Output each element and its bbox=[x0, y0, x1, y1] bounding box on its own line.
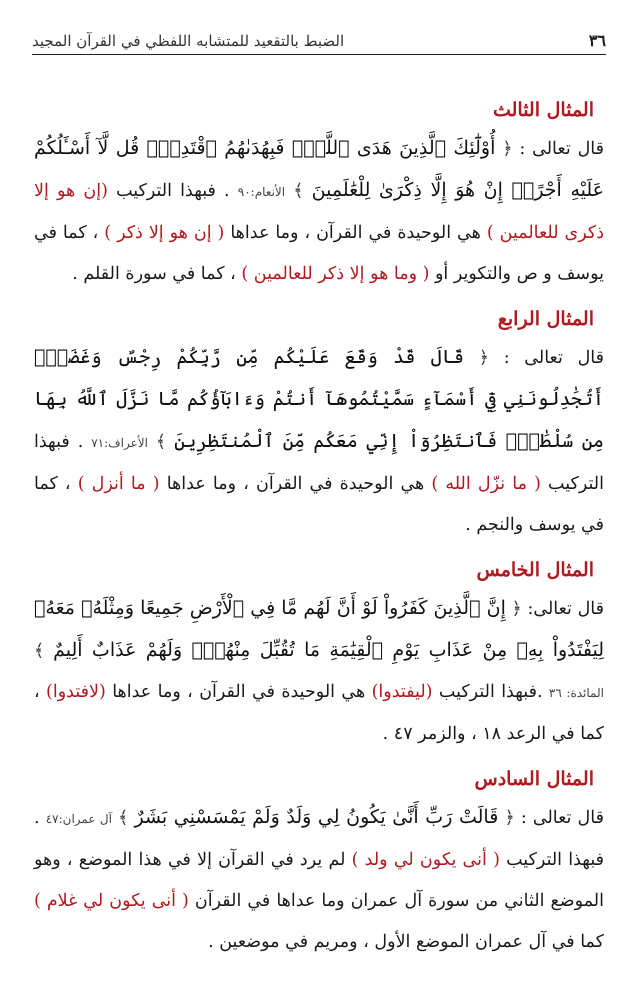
section-title-fourth-example: المثال الرابع bbox=[497, 308, 594, 330]
ornate-bracket-open-icon: ﴿ bbox=[502, 139, 513, 159]
commentary-text: . فبهذا التركيب bbox=[34, 432, 604, 494]
ornate-bracket-close-icon: ﴾ bbox=[34, 641, 45, 661]
section-title-third-example: المثال الثالث bbox=[492, 99, 594, 121]
verse-intro: قال تعالى : bbox=[503, 348, 604, 368]
page-number: ٣٦ bbox=[588, 31, 606, 50]
highlighted-phrase: (ليفتدوا) bbox=[371, 682, 433, 702]
ornate-bracket-open-icon: ﴿ bbox=[504, 808, 515, 828]
highlighted-phrase: (لافتدوا) bbox=[46, 682, 106, 702]
example-paragraph bbox=[34, 588, 604, 755]
commentary-text: ، كما في يوسف والنجم . bbox=[34, 474, 604, 535]
quran-verse: أُوْلَٰٓئِكَ ٱلَّذِينَ هَدَى ٱللَّهُۖ فَبِهُدَىٰهُمُ ٱقْتَدِهْۗ قُل لَّآ أَسْـَٔلُكُمْ عَلَيْهِ أَجْرًاۖ إِنْ هُوَ إِلَّا ذِكْرَىٰ لِلْعَٰلَمِينَ bbox=[34, 137, 604, 201]
ornate-bracket-close-icon: ﴾ bbox=[155, 432, 167, 452]
running-title: الضبط بالتقعيد للمتشابه اللفظي في القرآن المجيد bbox=[32, 32, 345, 50]
example-paragraph bbox=[34, 797, 604, 963]
highlighted-phrase: ( إن هو إلا ذكر ) bbox=[104, 223, 225, 243]
verse-reference: آل عمران:٤٧ bbox=[45, 812, 112, 826]
verse-reference: الأنعام:٩٠ bbox=[237, 185, 286, 199]
commentary-text: . فبهذا التركيب bbox=[34, 808, 605, 870]
commentary-text: ، كما في سورة القلم . bbox=[72, 264, 242, 284]
section-title-sixth-example: المثال السادس bbox=[474, 768, 594, 790]
example-paragraph bbox=[34, 128, 604, 295]
commentary-text: لم يرد في القرآن إلا في هذا الموضع ، وهو الموضع الثاني من سورة آل عمران وما عداها في القرآن bbox=[34, 850, 605, 911]
page-content bbox=[34, 92, 604, 959]
ornate-bracket-open-icon: ﴿ bbox=[478, 348, 489, 368]
commentary-text: هي الوحيدة في القرآن ، وما عداها bbox=[224, 223, 487, 243]
example-paragraph bbox=[34, 337, 604, 546]
verse-intro: قال تعالى : bbox=[520, 808, 604, 828]
verse-reference: المائدة: ٣٦ bbox=[548, 686, 604, 700]
ornate-bracket-close-icon: ﴾ bbox=[293, 181, 304, 201]
page-header bbox=[32, 14, 606, 55]
ornate-bracket-open-icon: ﴿ bbox=[511, 599, 522, 619]
quran-verse: قَالَتْ رَبِّ أَنَّىٰ يَكُونُ لِي وَلَدٌ وَلَمْ يَمْسَسْنِي بَشَرٌ bbox=[134, 806, 499, 828]
commentary-text: كما في آل عمران الموضع الأول ، ومريم في موضعين . bbox=[208, 932, 604, 952]
verse-intro: قال تعالى : bbox=[519, 139, 604, 159]
highlighted-phrase: ( أنى يكون لي ولد ) bbox=[351, 850, 500, 870]
commentary-text: ، كما في يوسف و ص والتكوير أو bbox=[34, 223, 604, 284]
highlighted-phrase: ( ما نزّل الله ) bbox=[431, 474, 541, 494]
highlighted-phrase: ( وما هو إلا ذكر للعالمين ) bbox=[241, 264, 430, 284]
highlighted-phrase: ( أنى يكون لي غلام ) bbox=[34, 891, 189, 911]
highlighted-phrase: (إن هو إلا ذكرى للعالمين ) bbox=[34, 181, 604, 243]
commentary-text: هي الوحيدة في القرآن ، وما عداها bbox=[105, 682, 372, 702]
highlighted-phrase: ( ما أنزل ) bbox=[77, 474, 160, 494]
quran-verse: قَالَ قَدْ وَقَعَ عَلَيْكُم مِّن رَّبِّكُمْ رِجْسٌ وَغَضَبٌۖ أَتُجَٰدِلُونَنِي فِيٓ أَسْمَآءٍ سَمَّيْتُمُوهَآ أَنتُمْ وَءَابَآؤُكُم مَّا نَزَّلَ ٱللَّهُ بِهَا مِن سُلْطَٰنٍۚ فَٱنتَظِرُوٓاْ إِنِّي مَعَكُم مِّنَ ٱلْمُنتَظِرِينَ bbox=[34, 346, 604, 452]
verse-reference: الأعراف:٧١ bbox=[91, 436, 148, 450]
commentary-text: .فبهذا التركيب bbox=[432, 682, 549, 702]
commentary-text: ، كما في الرعد ١٨ ، والزمر ٤٧ . bbox=[34, 682, 604, 744]
verse-intro: قال تعالى: bbox=[527, 599, 604, 619]
ornate-bracket-close-icon: ﴾ bbox=[118, 808, 129, 828]
quran-verse: إِنَّ ٱلَّذِينَ كَفَرُواْ لَوْ أَنَّ لَهُم مَّا فِي ٱلْأَرْضِ جَمِيعًا وَمِثْلَهُۥ مَعَهُۥ لِيَفْتَدُواْ بِهِۦ مِنْ عَذَابِ يَوْمِ ٱلْقِيَٰمَةِ مَا تُقُبِّلَ مِنْهُمْۖ وَلَهُمْ عَذَابٌ أَلِيمٌ bbox=[34, 597, 604, 661]
commentary-text: . فبهذا التركيب bbox=[107, 181, 238, 201]
commentary-text: هي الوحيدة في القرآن ، وما عداها bbox=[159, 474, 432, 494]
section-title-fifth-example: المثال الخامس bbox=[476, 559, 594, 581]
